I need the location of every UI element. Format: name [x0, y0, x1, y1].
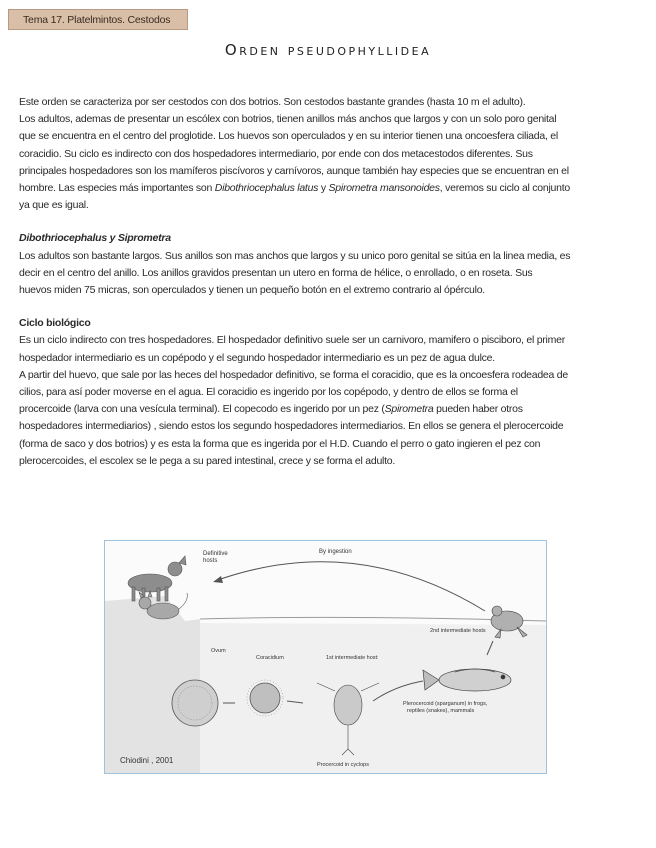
life-cycle-figure — [104, 540, 547, 774]
life-cycle-diagram — [105, 541, 546, 773]
section2-line: cilios, para así poder moverse en el agua. El coracidio es ingerido por los copépodo, y dentro de ellos se forma el — [19, 386, 518, 399]
section2-line: hospedador intermediario es un copépodo y el segundo hospedador intermediario es un pez de agua dulce. — [19, 351, 495, 364]
section-heading-cycle: Ciclo biológico — [19, 317, 91, 330]
coracidium-icon — [250, 683, 280, 713]
genus-name: Spirometra — [384, 403, 434, 416]
section2-line: A partir del huevo, que sale por las heces del hospedador definitivo, se forma el coracidio, que es la oncoesfera rodeadea de — [19, 368, 568, 381]
intro-line: que se encuentra en el centro del proglotide. Los huevos son operculados y en su interior tienen una oncoesfera ciliada, el — [19, 130, 558, 143]
label-definitive: Definitive — [203, 551, 228, 557]
species-name: Spirometra mansonoides — [328, 182, 440, 195]
intro-line: Este orden se caracteriza por ser cestodos con dos botrios. Son cestodos bastante grandes (hasta 10 m el adulto). — [19, 96, 526, 108]
page-title: Orden pseudophyllidea — [224, 41, 432, 59]
intro-text: , veremos su ciclo al conjunto — [439, 182, 570, 195]
chapter-tab: Tema 17. Platelmintos. Cestodos — [8, 9, 188, 30]
section2-line: Es un ciclo indirecto con tres hospedadores. El hospedador definitivo suele ser un carnivoro, mamifero o pisciboro, el primer — [19, 334, 565, 347]
intro-line: coracidio. Su ciclo es indirecto con dos hospedadores intermediario, por ende con dos metacestodos diferentes. Sus — [19, 147, 533, 160]
section1-line: huevos miden 75 micras, son operculados y tienen un pequeño botón en el extremo contrario al ópérculo. — [19, 284, 485, 297]
intro-text: y — [318, 182, 329, 195]
label-ingestion: By ingestion — [319, 549, 352, 555]
section2-text: pueden haber otros — [433, 403, 523, 416]
label-ovum: Ovum — [211, 648, 226, 654]
section1-line: decir en el centro del anillo. Los anillos gravidos presentan un utero en forma de hélice, o enrollado, o en roseta. Sus — [19, 266, 533, 279]
definitive-host-dog-icon — [128, 556, 186, 601]
intro-text: hombre. Las especies más importantes son — [19, 182, 215, 195]
section-heading-genera: Dibothriocephalus y Siprometra — [19, 232, 171, 245]
ovum-icon — [172, 680, 218, 726]
intro-line: principales hospedadores son los mamíferos piscívoros y carnívoros, aunque también hay especies que se encuentran en el — [19, 164, 569, 177]
species-name: Dibothriocephalus latus — [214, 182, 319, 195]
main-content — [19, 94, 639, 470]
label-coracidium: Coracidium — [256, 655, 284, 661]
section2-line: plerocercoides, el escolex se le pega a su pared intestinal, crece y se forma el adulto. — [19, 454, 396, 467]
section2-line: (forma de saco y dos botrios) y es esta la forma que es ingerida por el H.D. Cuando el perro o gato ingieren el pez con — [19, 437, 541, 450]
section1-line: Los adultos son bastante largos. Sus anillos son mas anchos que largos y su unico poro genital se sitúa en la linea media, es — [19, 249, 571, 262]
label-plerocercoid: Plerocercoid (sparganum) in frogs, — [403, 701, 488, 707]
label-procercoid: Procercoid in cyclops — [317, 762, 369, 768]
ingestion-arrow-head — [213, 576, 223, 583]
intro-line — [19, 180, 639, 197]
label-definitive-hosts: hosts — [203, 558, 218, 564]
section2-line — [19, 401, 639, 418]
intro-line: ya que es igual. — [19, 199, 89, 212]
section2-text: procercoide (larva con una vesícula terminal). El copecodo es ingerido por un pez ( — [19, 403, 385, 416]
section2-line: hospedadores intermediarios) , siendo estos los segundo hospedadores intermediarios. En ellos se genera el plerocercoide — [19, 420, 564, 433]
intro-line: Los adultos, ademas de presentar un escólex con botrios, tienen anillos más anchos que largos y con un solo poro genital — [19, 113, 557, 126]
figure-credit: Chiodini , 2001 — [120, 756, 174, 765]
label-plerocercoid-hosts: reptiles (snakes), mammals — [407, 708, 475, 714]
label-first-host: 1st intermediate host: — [326, 655, 379, 661]
ingestion-arrow — [215, 562, 485, 611]
label-second-host: 2nd intermediate hosts — [430, 628, 486, 634]
